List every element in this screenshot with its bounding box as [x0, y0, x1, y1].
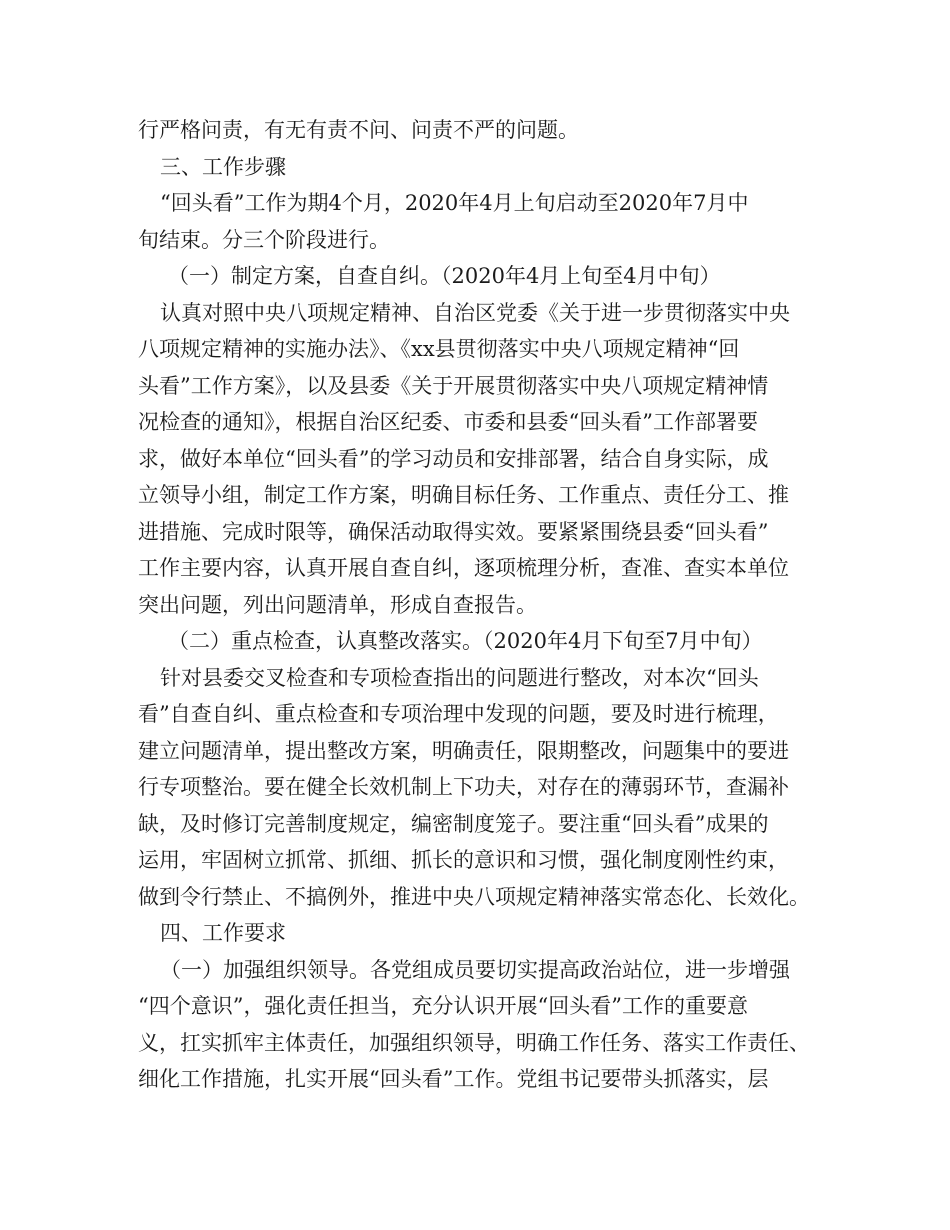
text-line: 细化工作措施，扎实开展“回头看”工作。党组书记要带头抓落实，层 — [138, 1067, 769, 1091]
text-line: “回头看”工作为期4个月，2020年4月上旬启动至2020年7月中 — [160, 191, 749, 215]
text-line: 进措施、完成时限等，确保活动取得实效。要紧紧围绕县委“回头看” — [138, 519, 769, 544]
section-heading: 四、工作要求 — [160, 921, 286, 945]
text-line: 建立问题清单，提出整改方案，明确责任，限期整改，问题集中的要进 — [138, 738, 789, 763]
text-line: 突出问题，列出问题清单，形成自查报告。 — [138, 592, 537, 617]
text-line: 看”自查自纠、重点检查和专项治理中发现的问题，要及时进行梳理， — [138, 702, 779, 726]
text-line: 义，扛实抓牢主体责任，加强组织领导，明确工作任务、落实工作责任、 — [138, 1030, 810, 1055]
text-line: 立领导小组，制定工作方案，明确目标任务、工作重点、责任分工、推 — [138, 483, 789, 507]
section-heading: 三、工作步骤 — [160, 154, 286, 179]
text-line: 头看”工作方案》，以及县委《关于开展贯彻落实中央八项规定精神情 — [138, 373, 769, 398]
text-line: 八项规定精神的实施办法》、《xx县贯彻落实中央八项规定精神“回 — [138, 337, 740, 361]
text-line: 求，做好本单位“回头看”的学习动员和安排部署，结合自身实际，成 — [138, 446, 769, 471]
text-line: “四个意识”，强化责任担当，充分认识开展“回头看”工作的重要意 — [138, 994, 748, 1018]
text-line: 况检查的通知》，根据自治区纪委、市委和县委“回头看”工作部署要 — [138, 410, 758, 434]
document-body — [138, 112, 828, 1098]
text-line: 认真对照中央八项规定精神、自治区党委《关于进一步贯彻落实中央 — [160, 300, 790, 325]
subsection-heading: （二）重点检查，认真整改落实。（2020年4月下旬至7月中旬） — [168, 629, 763, 653]
text-line: 运用，牢固树立抓常、抓细、抓长的意识和习惯，强化制度刚性约束， — [138, 848, 789, 872]
text-line: 工作主要内容，认真开展自查自纠，逐项梳理分析，查准、查实本单位 — [138, 556, 789, 580]
text-line: 旬结束。分三个阶段进行。 — [138, 227, 390, 252]
text-line: 行严格问责，有无有责不问、问责不严的问题。 — [138, 118, 579, 142]
text-line: 做到令行禁止、不搞例外，推进中央八项规定精神落实常态化、长效化。 — [138, 884, 810, 909]
text-line: （一）加强组织领导。各党组成员要切实提高政治站位，进一步增强 — [160, 957, 790, 982]
text-line: 缺，及时修订完善制度规定，编密制度笼子。要注重“回头看”成果的 — [138, 811, 769, 836]
text-line: 针对县委交叉检查和专项检查指出的问题进行整改，对本次“回头 — [160, 665, 759, 690]
text-line: 行专项整治。要在健全长效机制上下功夫，对存在的薄弱环节，查漏补 — [138, 775, 789, 799]
subsection-heading: （一）制定方案，自查自纠。（2020年4月上旬至4月中旬） — [168, 264, 721, 288]
